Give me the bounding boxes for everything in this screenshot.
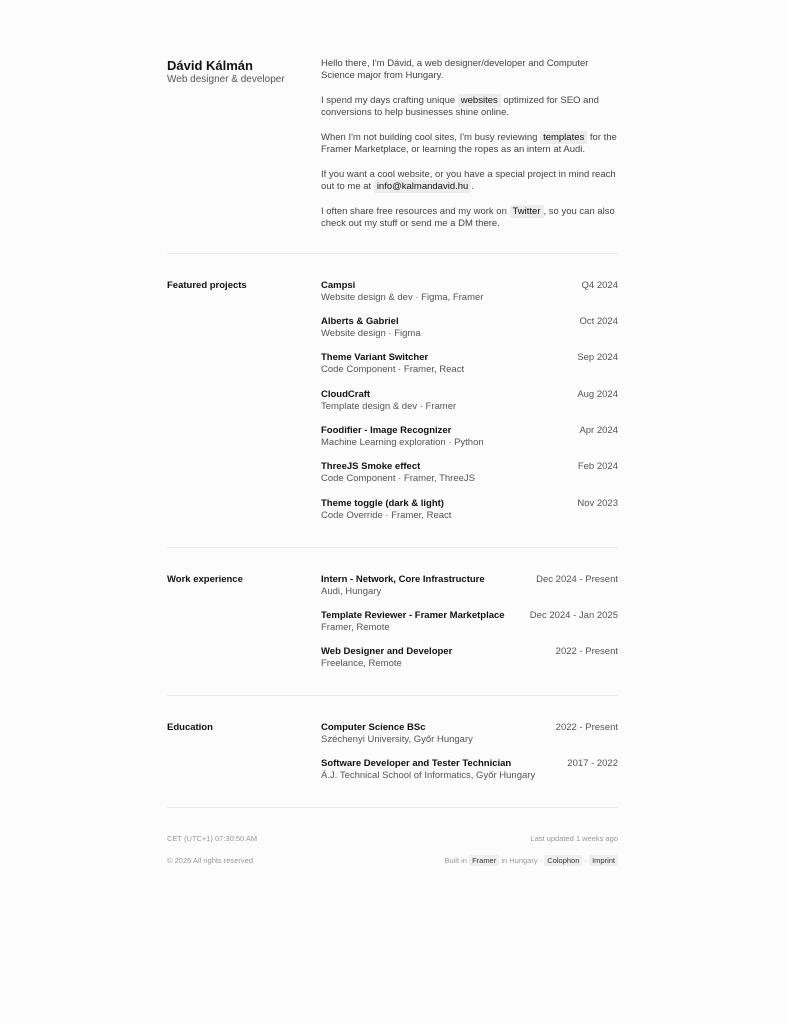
project-subtitle: Code Component · Framer, ThreeJS <box>321 473 476 484</box>
footer-links <box>444 856 618 865</box>
separator-dot: · <box>584 856 587 865</box>
site-owner-role: Web designer & developer <box>167 74 285 85</box>
project-row[interactable] <box>321 461 618 491</box>
project-subtitle: Website design & dev · Figma, Framer <box>321 292 484 303</box>
education-subtitle: Széchenyi University, Győr Hungary <box>321 734 473 745</box>
project-date: Oct 2024 <box>579 316 618 327</box>
intro-p5-text-a: I often share free resources and my work on <box>321 206 507 217</box>
local-time: CET (UTC+1) 07:30:50 AM <box>167 834 258 843</box>
education-subtitle: Á.J. Technical School of Informatics, Győr Hungary <box>321 770 536 781</box>
intro-paragraph-1 <box>321 58 618 82</box>
work-title: Template Reviewer - Framer Marketplace <box>321 610 505 621</box>
intro-p4-text-a: If you want a cool website, or you have a special project in mind reach out to me at <box>321 169 616 192</box>
work-subtitle: Framer, Remote <box>321 622 390 633</box>
intro-p3-text-b: for the Framer Marketplace, or learning the ropes as an intern at Audi. <box>321 132 617 155</box>
intro-paragraph-4 <box>321 169 618 193</box>
site-owner-name: Dávid Kálmán <box>167 58 253 73</box>
intro-p1-text: Hello there, I'm Dávid, a web designer/developer and Computer Science major from Hungary. <box>321 58 589 81</box>
project-row[interactable] <box>321 352 618 382</box>
project-title: CloudCraft <box>321 389 371 400</box>
work-date: Dec 2024 - Present <box>536 574 618 585</box>
project-subtitle: Machine Learning exploration · Python <box>321 437 484 448</box>
project-date: Feb 2024 <box>577 461 618 472</box>
divider <box>167 253 618 254</box>
project-row[interactable] <box>321 316 618 346</box>
intro-p2-text-b: optimized for SEO and conversions to help businesses shine online. <box>321 95 599 118</box>
framer-link[interactable]: Framer <box>469 855 499 866</box>
project-title: Theme Variant Switcher <box>321 352 429 363</box>
work-date: 2022 - Present <box>555 646 618 657</box>
project-subtitle: Code Override · Framer, React <box>321 510 452 521</box>
project-date: Apr 2024 <box>579 425 618 436</box>
work-subtitle: Audi, Hungary <box>321 586 382 597</box>
intro-paragraph-5 <box>321 206 618 230</box>
divider <box>167 695 618 696</box>
project-title: Theme toggle (dark & light) <box>321 498 444 509</box>
websites-link[interactable]: websites <box>458 94 501 107</box>
project-subtitle: Website design · Figma <box>321 328 421 339</box>
education-row <box>321 758 618 788</box>
project-title: ThreeJS Smoke effect <box>321 461 421 472</box>
email-link[interactable]: info@kalmandavid.hu <box>374 180 472 193</box>
education-title: Computer Science BSc <box>321 722 426 733</box>
project-row[interactable] <box>321 498 618 528</box>
colophon-link[interactable]: Colophon <box>544 855 582 866</box>
work-title: Intern - Network, Core Infrastructure <box>321 574 485 585</box>
templates-link[interactable]: templates <box>540 131 587 144</box>
project-date: Sep 2024 <box>577 352 618 363</box>
intro-p5-text-b: , so you can also check out my stuff or send me a DM there. <box>321 206 615 229</box>
intro-p4-text-b: . <box>471 181 474 192</box>
project-title: Campsi <box>321 280 356 291</box>
education-title: Software Developer and Tester Technician <box>321 758 512 769</box>
intro-paragraph-3 <box>321 132 618 156</box>
work-title: Web Designer and Developer <box>321 646 453 657</box>
work-row <box>321 610 618 640</box>
divider <box>167 807 618 808</box>
intro-p3-text-a: When I'm not building cool sites, I'm busy reviewing <box>321 132 538 143</box>
copyright: © 2025 All rights reserved <box>167 856 253 865</box>
work-experience-heading: Work experience <box>167 574 243 585</box>
in-hungary-text: in Hungary · <box>501 856 543 865</box>
project-title: Foodifier - Image Recognizer <box>321 425 452 436</box>
work-row <box>321 646 618 676</box>
project-row[interactable] <box>321 425 618 455</box>
project-date: Q4 2024 <box>581 280 618 291</box>
education-row <box>321 722 618 752</box>
education-date: 2017 - 2022 <box>567 758 618 769</box>
twitter-link[interactable]: Twitter <box>510 205 544 218</box>
intro-paragraph-2 <box>321 95 618 119</box>
work-subtitle: Freelance, Remote <box>321 658 402 669</box>
project-row[interactable] <box>321 389 618 419</box>
project-subtitle: Template design & dev · Framer <box>321 401 457 412</box>
built-in-text: Built in <box>444 856 467 865</box>
education-heading: Education <box>167 722 213 733</box>
project-date: Nov 2023 <box>577 498 618 509</box>
work-row <box>321 574 618 604</box>
last-updated: Last updated 1 weeks ago <box>530 834 618 843</box>
project-row[interactable] <box>321 280 618 310</box>
divider <box>167 547 618 548</box>
education-date: 2022 - Present <box>555 722 618 733</box>
imprint-link[interactable]: Imprint <box>589 855 618 866</box>
project-subtitle: Code Component · Framer, React <box>321 364 465 375</box>
project-title: Alberts & Gabriel <box>321 316 399 327</box>
work-date: Dec 2024 - Jan 2025 <box>529 610 618 621</box>
intro-text <box>321 58 618 243</box>
intro-p2-text-a: I spend my days crafting unique <box>321 95 456 106</box>
project-date: Aug 2024 <box>577 389 618 400</box>
featured-projects-heading: Featured projects <box>167 280 247 291</box>
